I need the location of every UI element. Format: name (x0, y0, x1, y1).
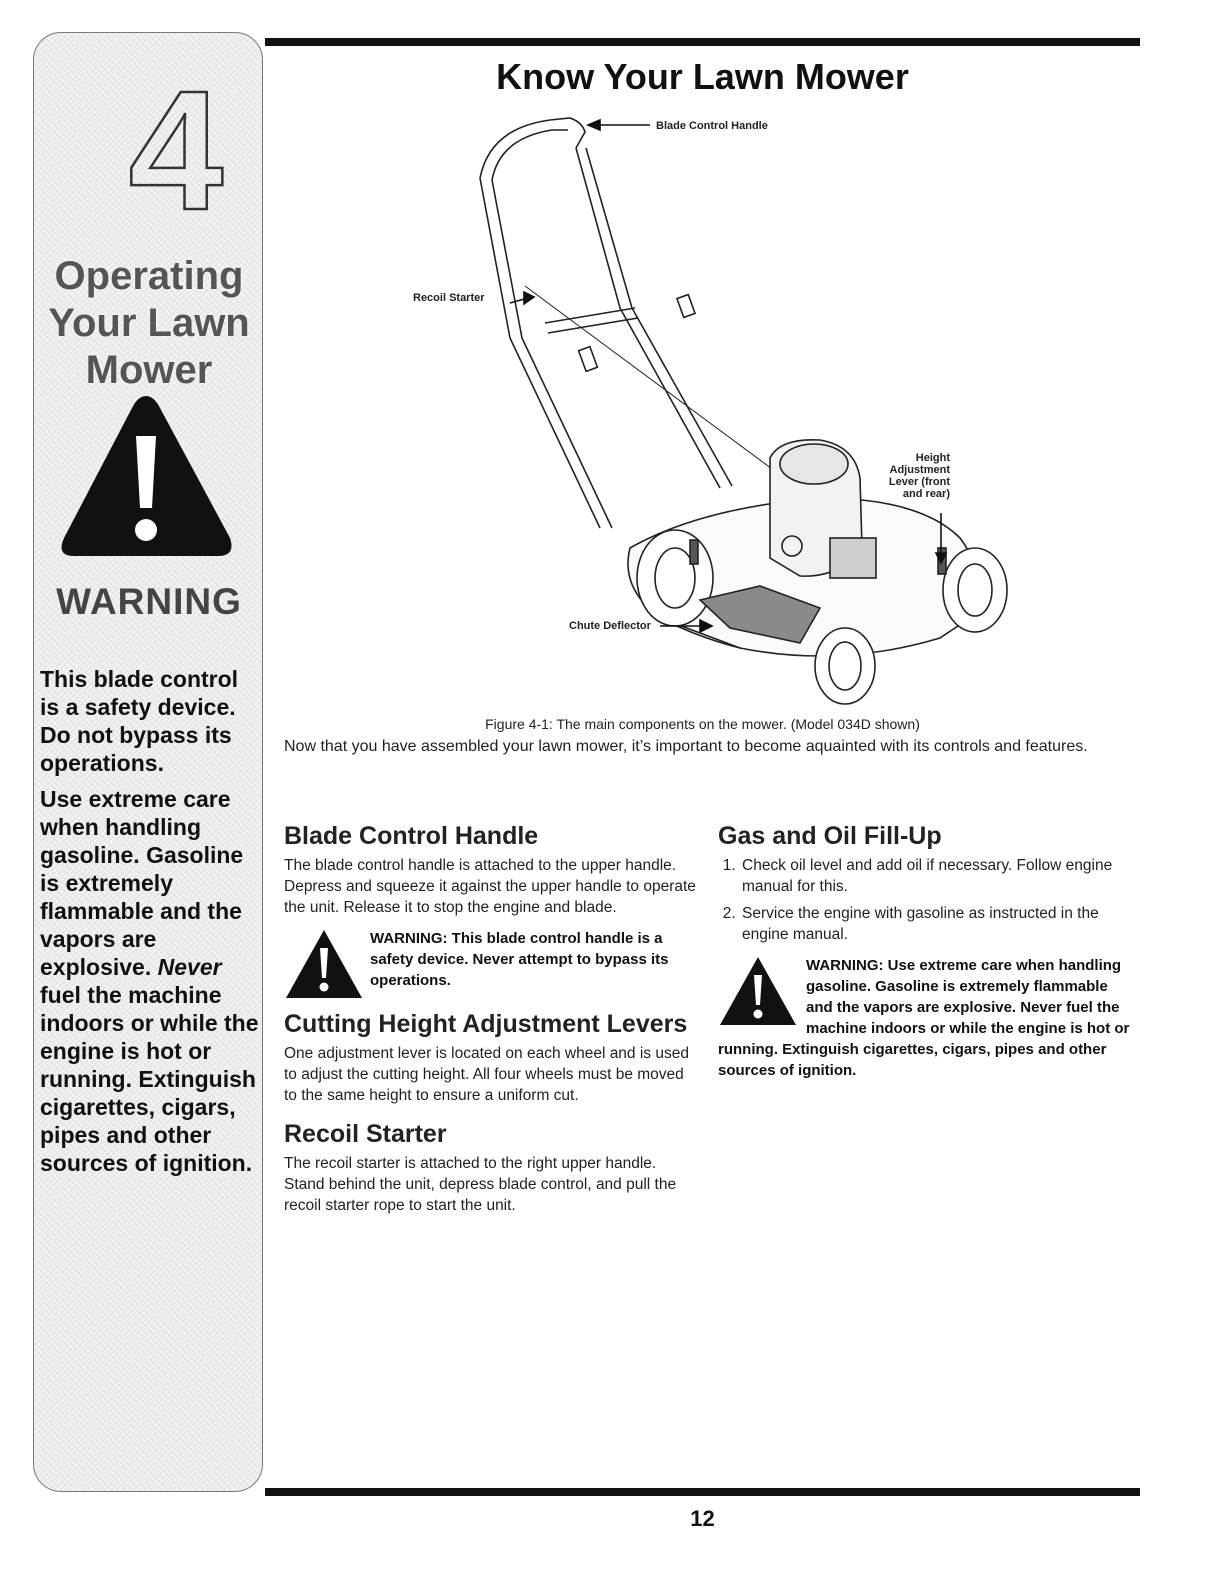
sidebar-warning-label: WARNING (56, 581, 242, 622)
cutting-height-body: One adjustment lever is located on each wheel and is used to adjust the cutting height. All four wheels must be moved to the same height to ensure a uniform cut. (284, 1045, 689, 1104)
list-item: 2. Service the engine with gasoline as instructed in the engine manual. (740, 903, 1138, 945)
gas-oil-heading: Gas and Oil Fill-Up (718, 822, 942, 850)
intro-paragraph: Now that you have assembled your lawn mower, it’s important to become aquainted with its controls and features. (284, 738, 1088, 755)
figure-caption: Figure 4-1: The main components on the mower. (Model 034D shown) (485, 716, 920, 732)
chapter-sidebar (33, 32, 263, 1492)
callout-height-adjustment: Height Adjustment Lever (front and rear) (888, 452, 950, 500)
chapter-title: Operating Your Lawn Mower (48, 254, 250, 392)
callout-recoil-starter: Recoil Starter (413, 292, 485, 304)
blade-control-heading: Blade Control Handle (284, 822, 539, 850)
gas-oil-warning: WARNING: Use extreme care when handling gasoline. Gasoline is extremely flammable and the vapors are explosive. Never fuel the machine indoors or while the engine is hot or running. Extinguish cigarettes, cigars, pipes and other sources of ignition. (718, 957, 1130, 1079)
callout-chute-deflector: Chute Deflector (569, 620, 651, 632)
warning-triangle-icon (284, 928, 364, 1000)
recoil-starter-body: The recoil starter is attached to the right upper handle. Stand behind the unit, depress blade control, and pull the recoil starter rope to start the unit. (284, 1155, 677, 1214)
cutting-height-heading: Cutting Height Adjustment Levers (284, 1010, 688, 1038)
left-column (284, 822, 699, 1216)
right-column (718, 822, 1138, 1081)
svg-text:4: 4 (128, 81, 224, 217)
mower-figure (400, 108, 1040, 708)
blade-control-warning: WARNING: This blade control handle is a safety device. Never attempt to bypass its operations. (284, 928, 699, 998)
page-title: Know Your Lawn Mower (496, 56, 909, 97)
top-rule (265, 38, 1140, 46)
blade-control-body: The blade control handle is attached to the upper handle. Depress and squeeze it against the upper handle to operate the unit. Release it to stop the engine and blade. (284, 857, 696, 916)
sidebar-gasoline-text: Use extreme care when handling gasoline. Gasoline is extremely flammable and the vapors are explosive. Never fuel the machine indoors or while the engine is hot or running. Extinguish cigarettes, cigars, pipes and other sources of ignition. (40, 786, 259, 1176)
warning-triangle-icon (56, 388, 236, 563)
chapter-number-outline (124, 81, 228, 217)
gas-oil-steps (718, 855, 1138, 945)
recoil-starter-heading: Recoil Starter (284, 1120, 447, 1148)
sidebar-safety-text: This blade control is a safety device. Do not bypass its operations. (40, 666, 239, 776)
callout-blade-control: Blade Control Handle (656, 120, 768, 132)
list-item: 1. Check oil level and add oil if necessary. Follow engine manual for this. (740, 855, 1138, 897)
page-number: 12 (690, 1506, 715, 1531)
bottom-rule (265, 1488, 1140, 1496)
warning-triangle-icon (718, 955, 798, 1027)
